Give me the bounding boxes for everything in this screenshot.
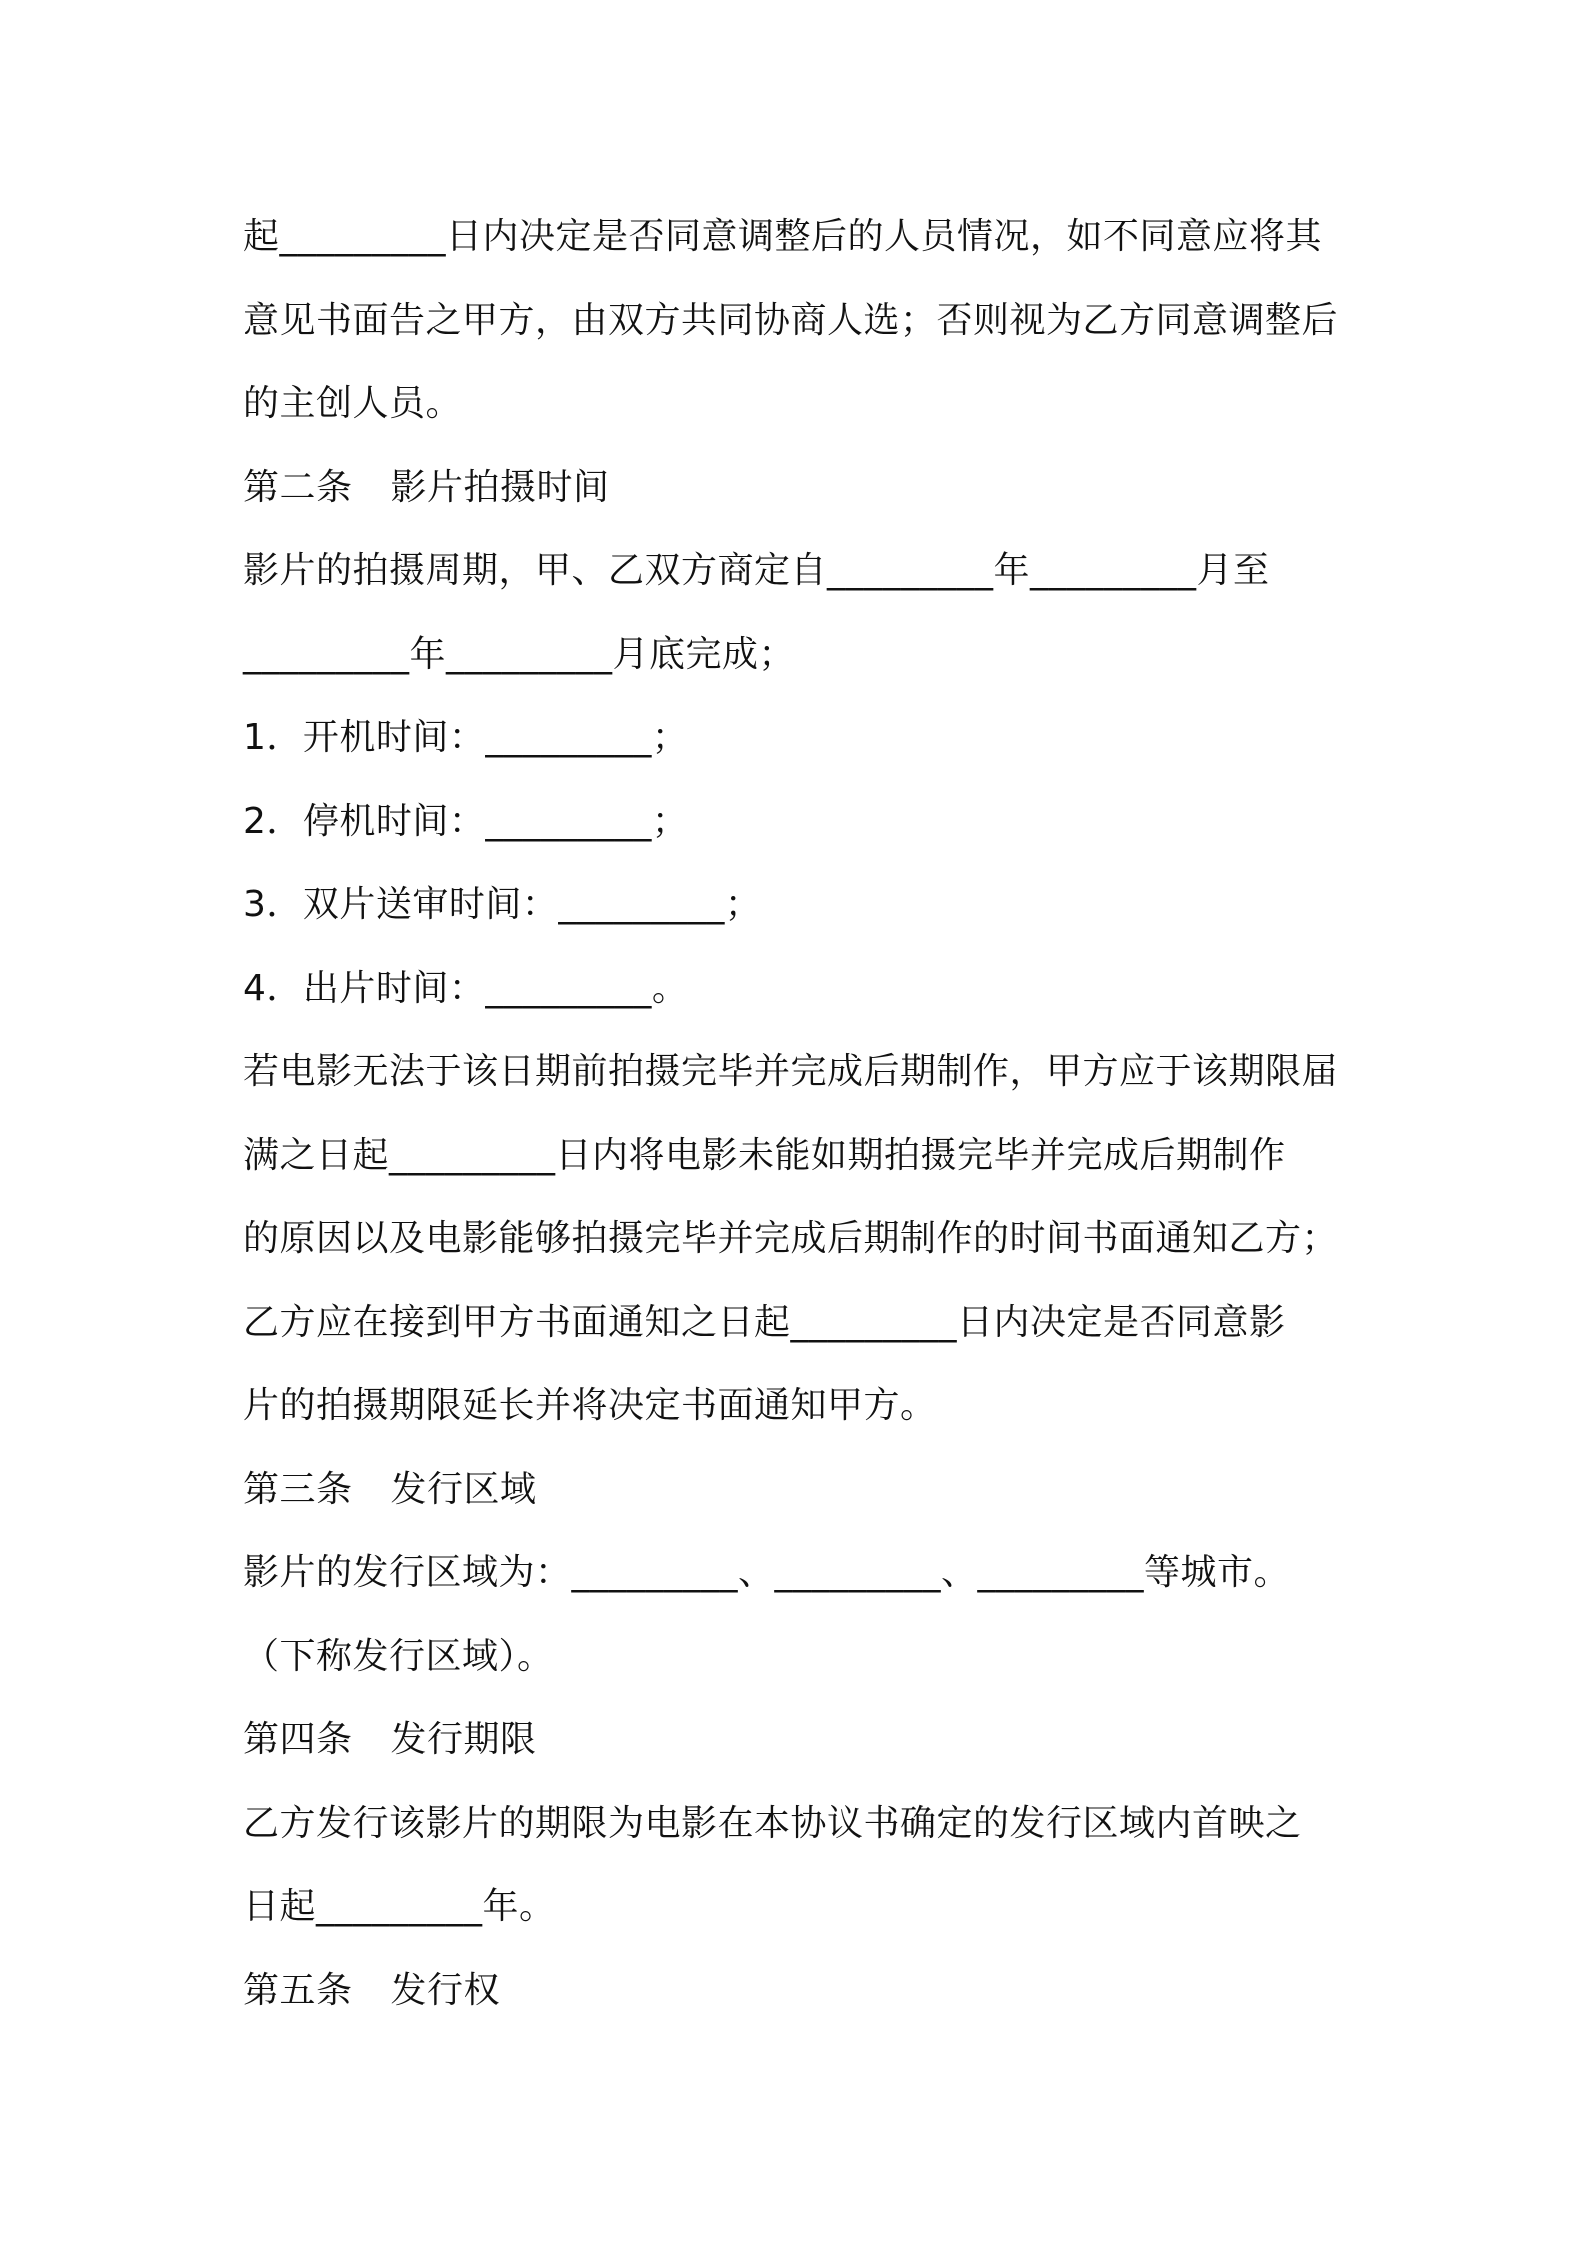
paragraph-line: 影片的拍摄周期，甲、乙双方商定自_________年_________月至 (243, 550, 1270, 591)
article-number: 第二条 (243, 466, 353, 508)
article-number: 第四条 (243, 1719, 353, 1760)
paragraph-line: _________年_________月底完成； (243, 633, 796, 675)
paragraph-line: 若电影无法于该日期前拍摄完毕并完成后期制作，甲方应于该期限届 (243, 1051, 1339, 1092)
paragraph-line: 影片的发行区域为：_________、_________、_________等城市。 (243, 1552, 1291, 1593)
paragraph-line: 意见书面告之甲方，由双方共同协商人选；否则视为乙方同意调整后 (243, 299, 1339, 341)
paragraph-line: （下称发行区域）。 (243, 1635, 554, 1677)
article-title: 发行权 (390, 1969, 501, 2011)
paragraph-line: 乙方发行该影片的期限为电影在本协议书确定的发行区域内首映之 (243, 1802, 1302, 1844)
paragraph-line: 满之日起_________日内将电影未能如期拍摄完毕并完成后期制作 (243, 1134, 1286, 1176)
paragraph-line: 的主创人员。 (243, 383, 463, 424)
paragraph-line: 日起_________年。 (243, 1886, 556, 1927)
paragraph-line: 起_________日内决定是否同意调整后的人员情况，如不同意应将其 (243, 216, 1323, 257)
article-2-heading (243, 446, 1363, 530)
list-item: 4．出片时间：_________。 (243, 967, 689, 1009)
list-item: 3．双片送审时间：_________； (243, 884, 762, 925)
article-title: 影片拍摄时间 (390, 466, 610, 508)
paragraph-line: 片的拍摄期限延长并将决定书面通知甲方。 (243, 1385, 937, 1426)
article-4-heading (243, 1698, 1363, 1782)
list-item: 2．停机时间：_________； (243, 800, 689, 842)
paragraph-line: 的原因以及电影能够拍摄完毕并完成后期制作的时间书面通知乙方； (243, 1218, 1339, 1259)
article-5-heading (243, 1949, 1363, 2033)
article-number: 第五条 (243, 1969, 353, 2011)
document-page (243, 195, 1363, 2032)
article-title: 发行期限 (390, 1719, 537, 1760)
article-title: 发行区域 (390, 1468, 537, 1510)
list-item: 1．开机时间：_________； (243, 717, 689, 758)
article-number: 第三条 (243, 1468, 353, 1510)
article-3-heading (243, 1448, 1363, 1532)
paragraph-line: 乙方应在接到甲方书面通知之日起_________日内决定是否同意影 (243, 1301, 1286, 1343)
